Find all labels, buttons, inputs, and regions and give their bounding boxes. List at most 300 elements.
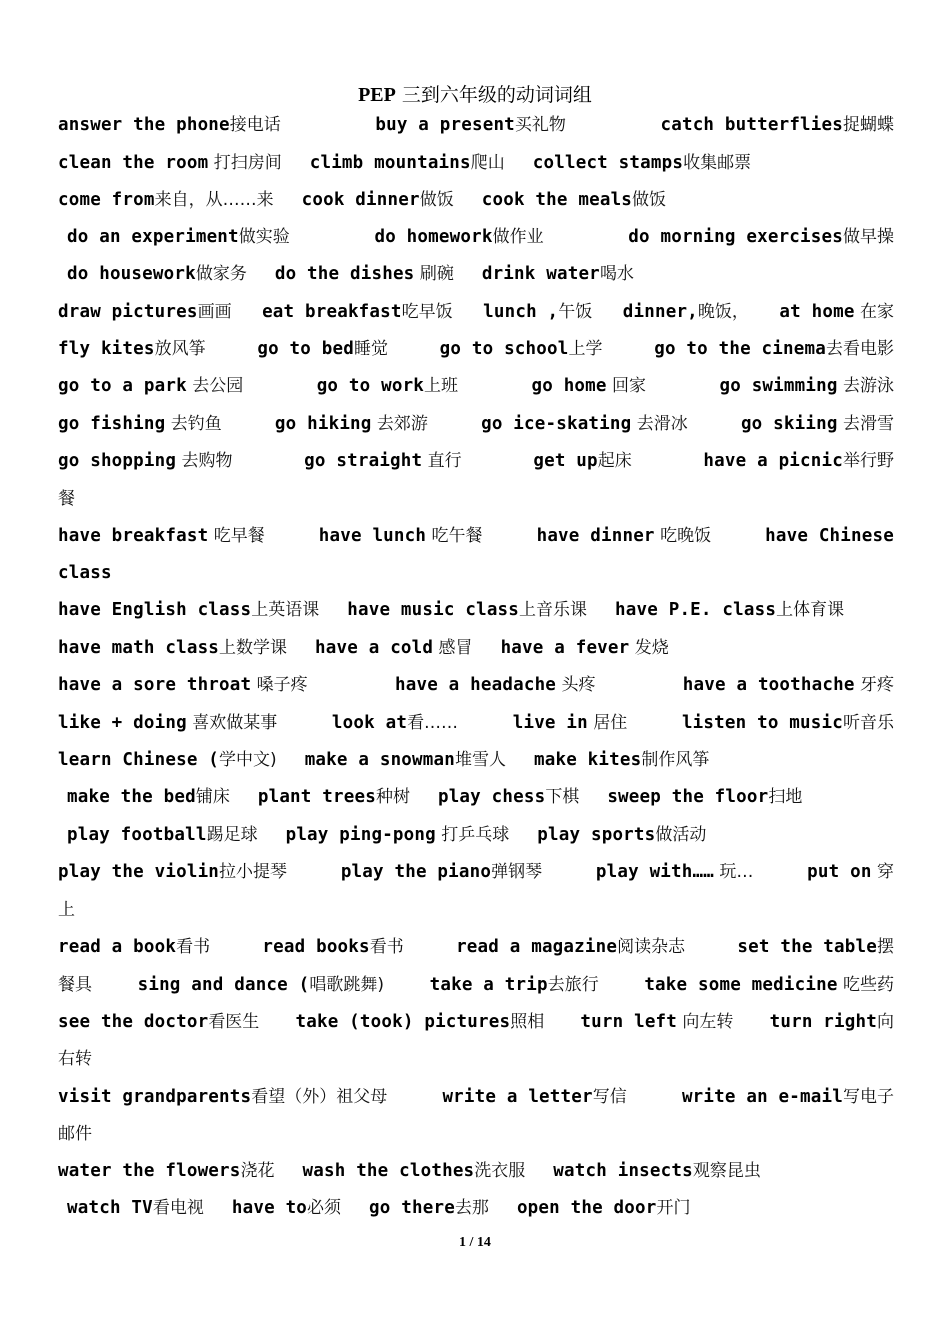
verb-phrase xyxy=(513,708,628,738)
phrase-chinese: 感冒 xyxy=(433,638,473,658)
verb-phrase xyxy=(537,820,706,850)
verb-phrase xyxy=(58,1007,259,1037)
verb-phrase xyxy=(482,185,666,215)
verb-phrase xyxy=(369,1193,489,1223)
phrase-chinese: 必须 xyxy=(307,1198,342,1218)
verb-phrase xyxy=(719,371,894,401)
phrase-chinese: 举行野 xyxy=(843,451,894,471)
phrase-english: have lunch xyxy=(318,526,427,546)
phrase-english: draw pictures xyxy=(58,302,198,322)
verb-phrase xyxy=(741,409,894,439)
phrase-line xyxy=(58,1044,894,1074)
verb-phrase xyxy=(315,633,473,663)
phrase-chinese: 看书 xyxy=(176,937,211,957)
phrase-chinese: 扫地 xyxy=(768,787,803,807)
phrase-english: do morning exercises xyxy=(628,227,843,247)
verb-phrase xyxy=(58,932,210,962)
phrase-chinese: 看医生 xyxy=(208,1012,260,1032)
phrase-chinese: 上音乐课 xyxy=(519,600,588,620)
phrase-english: come from xyxy=(58,190,155,210)
phrase-chinese: 上 xyxy=(58,900,75,920)
phrase-english: play the piano xyxy=(340,862,492,882)
phrase-line xyxy=(58,670,894,700)
verb-phrase xyxy=(482,259,634,289)
verb-phrase xyxy=(58,334,206,364)
phrase-line xyxy=(58,895,894,925)
verb-phrase xyxy=(138,970,384,1000)
verb-phrase xyxy=(765,521,894,551)
phrase-chinese: 学中文) xyxy=(219,750,277,770)
phrase-english: write a letter xyxy=(442,1087,593,1107)
verb-phrase xyxy=(607,782,802,812)
verb-phrase xyxy=(501,633,669,663)
verb-phrase xyxy=(374,222,543,252)
verb-phrase xyxy=(302,185,454,215)
verb-phrase xyxy=(58,185,274,215)
phrase-chinese: 做实验 xyxy=(238,227,290,247)
phrase-english: at home xyxy=(779,302,855,322)
phrase-line xyxy=(67,222,894,252)
title-bold: PEP xyxy=(358,84,396,106)
phrase-chinese: 发烧 xyxy=(629,638,669,658)
phrase-english: read books xyxy=(262,937,370,957)
phrase-chinese: 头疼 xyxy=(556,675,596,695)
verb-phrase xyxy=(58,1156,275,1186)
phrase-english: have a sore throat xyxy=(58,675,252,695)
verb-phrase xyxy=(534,745,709,775)
phrase-english: dinner, xyxy=(622,302,698,322)
verb-phrase xyxy=(347,595,587,625)
phrase-chinese: 回家 xyxy=(606,376,647,396)
verb-phrase xyxy=(683,670,894,700)
verb-phrase xyxy=(262,932,403,962)
phrase-line xyxy=(58,371,894,401)
phrase-english: play sports xyxy=(537,825,656,845)
phrase-english: take a trip xyxy=(429,975,548,995)
phrase-english: watch TV xyxy=(67,1198,153,1218)
phrase-line xyxy=(58,1082,894,1112)
verb-phrase xyxy=(286,820,510,850)
phrase-english: go there xyxy=(369,1198,455,1218)
phrase-line xyxy=(58,1156,894,1186)
phrase-english: read a magazine xyxy=(456,937,618,957)
phrase-chinese: 晚饭， xyxy=(697,302,749,322)
verb-phrase xyxy=(303,1156,526,1186)
phrase-english: go home xyxy=(531,376,607,396)
verb-phrase xyxy=(580,1007,733,1037)
phrase-chinese: 做家务 xyxy=(195,264,247,284)
verb-phrase xyxy=(58,1044,92,1074)
phrase-english: cook the meals xyxy=(481,190,633,210)
verb-phrase xyxy=(58,558,112,588)
phrase-english: have a picnic xyxy=(703,451,843,471)
phrase-chinese: 邮件 xyxy=(58,1124,92,1144)
phrase-chinese: 穿 xyxy=(871,862,894,882)
phrase-english: go to bed xyxy=(257,339,354,359)
phrase-english: clean the room xyxy=(58,153,209,173)
phrase-chinese: 吃午餐 xyxy=(426,526,483,546)
phrase-english: see the doctor xyxy=(58,1012,209,1032)
phrase-english: have to xyxy=(231,1198,308,1218)
phrase-english: do housework xyxy=(67,264,196,284)
verb-phrase xyxy=(232,1193,341,1223)
phrase-chinese: 看电视 xyxy=(152,1198,204,1218)
phrase-chinese: 买礼物 xyxy=(514,115,566,135)
phrase-english: visit grandparents xyxy=(58,1087,252,1107)
phrase-chinese: 去滑冰 xyxy=(631,414,688,434)
phrase-english: cook dinner xyxy=(301,190,420,210)
phrase-chinese: 做作业 xyxy=(492,227,544,247)
phrase-english: go ice-skating xyxy=(481,414,632,434)
verb-phrase xyxy=(770,1007,894,1037)
phrase-line xyxy=(67,820,894,850)
phrase-english: have a cold xyxy=(315,638,434,658)
phrase-english: buy a present xyxy=(375,115,515,135)
verb-phrase xyxy=(58,446,233,476)
phrase-english: lunch , xyxy=(483,302,559,322)
phrase-english: have English class xyxy=(58,600,252,620)
verb-phrase xyxy=(262,297,453,327)
phrase-chinese: 向左转 xyxy=(677,1012,734,1032)
phrase-english: listen to music xyxy=(681,713,843,733)
phrase-english: class xyxy=(58,563,112,583)
phrase-line xyxy=(58,558,894,588)
phrase-chinese: 去购物 xyxy=(176,451,233,471)
phrase-line xyxy=(67,1193,894,1223)
phrase-chinese: 来自，从……来 xyxy=(154,190,274,210)
phrase-chinese: 右转 xyxy=(58,1049,92,1069)
verb-phrase xyxy=(58,371,243,401)
phrase-chinese: 制作风筝 xyxy=(641,750,710,770)
phrase-chinese: 做活动 xyxy=(655,825,707,845)
verb-phrase xyxy=(537,521,712,551)
phrase-chinese: 踢足球 xyxy=(206,825,258,845)
phrase-english: make kites xyxy=(534,750,642,770)
title-text: 三到六年级的动词词组 xyxy=(401,84,592,106)
phrase-english: fly kites xyxy=(58,339,155,359)
phrase-english: go to the cinema xyxy=(654,339,826,359)
phrase-chinese: 牙疼 xyxy=(854,675,894,695)
phrase-chinese: 吃些药 xyxy=(837,975,894,995)
phrase-chinese: 打扫房间 xyxy=(208,153,282,173)
phrase-english: go to work xyxy=(316,376,425,396)
phrase-chinese: 接电话 xyxy=(229,115,281,135)
phrase-english: go fishing xyxy=(58,414,166,434)
verb-phrase xyxy=(533,446,631,476)
phrase-chinese: 弹钢琴 xyxy=(491,862,543,882)
phrase-english: put on xyxy=(807,862,872,882)
phrase-line xyxy=(58,970,894,1000)
phrase-chinese: 上英语课 xyxy=(251,600,320,620)
verb-phrase xyxy=(58,484,75,514)
verb-phrase xyxy=(615,595,844,625)
phrase-chinese: 看书 xyxy=(369,937,404,957)
phrase-chinese: 去看电影 xyxy=(825,339,894,359)
verb-phrase xyxy=(319,521,483,551)
phrase-chinese: 喜欢做某事 xyxy=(186,713,278,733)
verb-phrase xyxy=(517,1193,691,1223)
verb-phrase xyxy=(58,745,277,775)
phrase-chinese: 拉小提琴 xyxy=(219,862,288,882)
verb-phrase xyxy=(332,708,458,738)
phrase-english: have dinner xyxy=(536,526,655,546)
phrase-chinese: 做饭 xyxy=(632,190,667,210)
phrase-english: climb mountains xyxy=(309,153,471,173)
phrase-line xyxy=(58,633,894,663)
phrase-chinese: 放风筝 xyxy=(154,339,206,359)
verb-phrase xyxy=(456,932,685,962)
phrase-english: have breakfast xyxy=(58,526,209,546)
phrase-line xyxy=(58,857,894,887)
verb-phrase xyxy=(682,1082,894,1112)
phrase-english: go skiing xyxy=(740,414,838,434)
phrase-line xyxy=(58,521,894,551)
phrase-chinese: 在家 xyxy=(854,302,894,322)
phrase-line xyxy=(58,446,894,476)
phrase-chinese: 看…… xyxy=(407,713,459,733)
phrase-english: learn Chinese ( xyxy=(58,750,220,770)
verb-phrase xyxy=(644,970,894,1000)
phrase-english: take some medicine xyxy=(644,975,838,995)
phrase-chinese: 喝水 xyxy=(599,264,634,284)
verb-phrase xyxy=(58,670,308,700)
phrase-english: play the violin xyxy=(58,862,220,882)
phrase-chinese: 浇花 xyxy=(240,1161,275,1181)
phrase-chinese: 摆 xyxy=(876,937,894,957)
phrase-line xyxy=(58,484,894,514)
phrase-chinese: 向 xyxy=(876,1012,894,1032)
phrase-chinese: 去滑雪 xyxy=(837,414,894,434)
phrase-chinese: 吃早餐 xyxy=(208,526,265,546)
phrase-chinese: 做早操 xyxy=(842,227,894,247)
phrase-line xyxy=(58,297,894,327)
phrase-line xyxy=(58,595,894,625)
phrase-line xyxy=(58,110,894,140)
phrase-english: set the table xyxy=(737,937,877,957)
verb-phrase xyxy=(660,110,894,140)
phrase-chinese: 午饭 xyxy=(558,302,593,322)
verb-phrase xyxy=(341,857,542,887)
verb-phrase xyxy=(275,409,428,439)
phrase-chinese: 种树 xyxy=(375,787,410,807)
verb-phrase xyxy=(58,110,281,140)
phrase-chinese: 上学 xyxy=(568,339,603,359)
verb-phrase xyxy=(310,148,505,178)
phrase-english: take (took) pictures xyxy=(295,1012,511,1032)
phrase-chinese: 上班 xyxy=(424,376,459,396)
page-number: 1 / 14 xyxy=(459,1235,491,1250)
verb-phrase xyxy=(58,1082,387,1112)
verb-phrase xyxy=(58,148,282,178)
phrase-english: have a toothache xyxy=(682,675,855,695)
phrase-line xyxy=(58,708,894,738)
phrase-chinese: 吃晚饭 xyxy=(654,526,712,546)
phrase-chinese: 听音乐 xyxy=(842,713,894,733)
phrase-english: eat breakfast xyxy=(262,302,402,322)
verb-phrase xyxy=(58,409,222,439)
phrase-chinese: 睡觉 xyxy=(353,339,388,359)
phrase-line xyxy=(58,334,894,364)
phrase-chinese: 上数学课 xyxy=(219,638,288,658)
verb-phrase xyxy=(58,895,75,925)
phrase-chinese: 起床 xyxy=(597,451,632,471)
verb-phrase xyxy=(483,297,592,327)
phrase-english: sweep the floor xyxy=(607,787,769,807)
phrase-english: like + doing xyxy=(58,713,187,733)
phrase-line xyxy=(67,782,894,812)
verb-phrase xyxy=(395,670,595,700)
phrase-chinese: 做饭 xyxy=(419,190,454,210)
verb-phrase xyxy=(623,297,749,327)
phrase-chinese: 刷碗 xyxy=(414,264,454,284)
phrase-english: open the door xyxy=(516,1198,657,1218)
phrase-english: get up xyxy=(533,451,598,471)
verb-phrase xyxy=(58,521,265,551)
verb-phrase xyxy=(440,334,603,364)
phrase-chinese: 堆雪人 xyxy=(455,750,506,770)
phrase-english: wash the clothes xyxy=(302,1161,475,1181)
phrase-english: drink water xyxy=(481,264,600,284)
phrase-english: play with…… xyxy=(595,862,714,882)
phrase-english: go swimming xyxy=(719,376,838,396)
verb-phrase xyxy=(442,1082,626,1112)
phrase-chinese: 直行 xyxy=(422,451,462,471)
phrase-english: have music class xyxy=(347,600,520,620)
phrase-chinese: 开门 xyxy=(656,1198,691,1218)
phrase-line xyxy=(67,259,894,289)
verb-phrase xyxy=(438,782,579,812)
phrase-chinese: 写电子 xyxy=(842,1087,894,1107)
phrase-english: go hiking xyxy=(274,414,372,434)
verb-phrase xyxy=(533,148,751,178)
verb-phrase xyxy=(628,222,894,252)
phrase-english: have a headache xyxy=(395,675,557,695)
phrase-chinese: 居住 xyxy=(587,713,628,733)
verb-phrase xyxy=(305,745,506,775)
verb-phrase xyxy=(58,595,319,625)
phrase-english: play chess xyxy=(437,787,546,807)
verb-phrase xyxy=(779,297,894,327)
phrase-english: do an experiment xyxy=(67,227,239,247)
phrase-english: make a snowman xyxy=(304,750,455,770)
verb-phrase xyxy=(596,857,754,887)
phrase-english: watch insects xyxy=(553,1161,693,1181)
phrase-chinese: 餐具 xyxy=(58,975,92,995)
phrase-english: have math class xyxy=(58,638,220,658)
phrase-english: have P.E. class xyxy=(615,600,777,620)
phrase-line xyxy=(58,148,894,178)
verb-phrase xyxy=(257,334,388,364)
verb-phrase xyxy=(58,633,287,663)
verb-phrase xyxy=(430,970,599,1000)
verb-phrase xyxy=(317,371,458,401)
phrase-chinese: 爬山 xyxy=(470,153,505,173)
phrase-chinese: 看望（外）祖父母 xyxy=(251,1087,388,1107)
phrase-english: write an e-mail xyxy=(681,1087,843,1107)
phrase-english: have Chinese xyxy=(765,526,894,546)
verb-phrase xyxy=(375,110,566,140)
phrase-chinese: 收集邮票 xyxy=(683,153,752,173)
phrase-chinese: 去那 xyxy=(454,1198,489,1218)
verb-phrase xyxy=(67,782,230,812)
verb-phrase xyxy=(67,1193,204,1223)
verb-phrase xyxy=(531,371,646,401)
phrase-english: live in xyxy=(512,713,588,733)
phrase-chinese: 嗓子疼 xyxy=(251,675,308,695)
phrase-chinese: 玩… xyxy=(714,862,754,882)
verb-phrase xyxy=(481,409,688,439)
phrase-chinese: 打乒乓球 xyxy=(435,825,510,845)
verb-phrase xyxy=(58,970,92,1000)
phrase-chinese: 去公园 xyxy=(186,376,244,396)
verb-phrase xyxy=(58,708,277,738)
phrase-chinese: 下棋 xyxy=(545,787,580,807)
phrase-english: do homework xyxy=(374,227,493,247)
phrase-chinese: 去旅行 xyxy=(547,975,599,995)
verb-phrase xyxy=(275,259,454,289)
phrase-english: turn left xyxy=(580,1012,678,1032)
verb-phrase xyxy=(304,446,462,476)
phrase-chinese: 餐 xyxy=(58,489,75,509)
phrase-chinese: 铺床 xyxy=(195,787,230,807)
phrase-chinese: 画画 xyxy=(197,302,232,322)
phrase-english: play ping-pong xyxy=(285,825,436,845)
verb-phrase xyxy=(296,1007,545,1037)
phrase-english: do the dishes xyxy=(274,264,415,284)
phrase-line xyxy=(58,1007,894,1037)
phrase-english: catch butterflies xyxy=(660,115,843,135)
phrase-english: go straight xyxy=(304,451,423,471)
phrase-line xyxy=(58,185,894,215)
verb-phrase xyxy=(67,222,290,252)
phrase-chinese: 阅读杂志 xyxy=(617,937,686,957)
phrase-english: look at xyxy=(331,713,408,733)
phrase-chinese: 去钓鱼 xyxy=(165,414,222,434)
verb-phrase xyxy=(703,446,894,476)
phrase-english: turn right xyxy=(769,1012,877,1032)
verb-phrase xyxy=(258,782,410,812)
verb-phrase xyxy=(654,334,894,364)
phrase-chinese: 写信 xyxy=(592,1087,627,1107)
phrase-english: have a fever xyxy=(500,638,630,658)
verb-phrase xyxy=(67,820,258,850)
phrase-english: read a book xyxy=(58,937,177,957)
phrase-chinese: 观察昆虫 xyxy=(692,1161,761,1181)
verb-phrase xyxy=(58,857,287,887)
phrase-english: go shopping xyxy=(58,451,177,471)
phrase-chinese: 去游泳 xyxy=(837,376,894,396)
phrase-english: collect stamps xyxy=(532,153,684,173)
phrase-english: answer the phone xyxy=(58,115,230,135)
phrase-chinese: 吃早饭 xyxy=(401,302,453,322)
phrase-english: sing and dance ( xyxy=(137,975,310,995)
verb-phrase xyxy=(682,708,894,738)
verb-phrase xyxy=(553,1156,761,1186)
verb-phrase xyxy=(58,297,232,327)
phrase-english: go to a park xyxy=(58,376,187,396)
phrase-chinese: 唱歌跳舞) xyxy=(309,975,385,995)
phrase-chinese: 洗衣服 xyxy=(474,1161,526,1181)
verb-phrase xyxy=(67,259,247,289)
phrase-english: plant trees xyxy=(257,787,376,807)
phrase-english: make the bed xyxy=(67,787,196,807)
verb-phrase xyxy=(737,932,894,962)
verb-phrase xyxy=(807,857,894,887)
phrase-line xyxy=(58,745,894,775)
phrase-line xyxy=(58,1119,894,1149)
verb-phrase xyxy=(58,1119,92,1149)
phrase-chinese: 照相 xyxy=(510,1012,545,1032)
